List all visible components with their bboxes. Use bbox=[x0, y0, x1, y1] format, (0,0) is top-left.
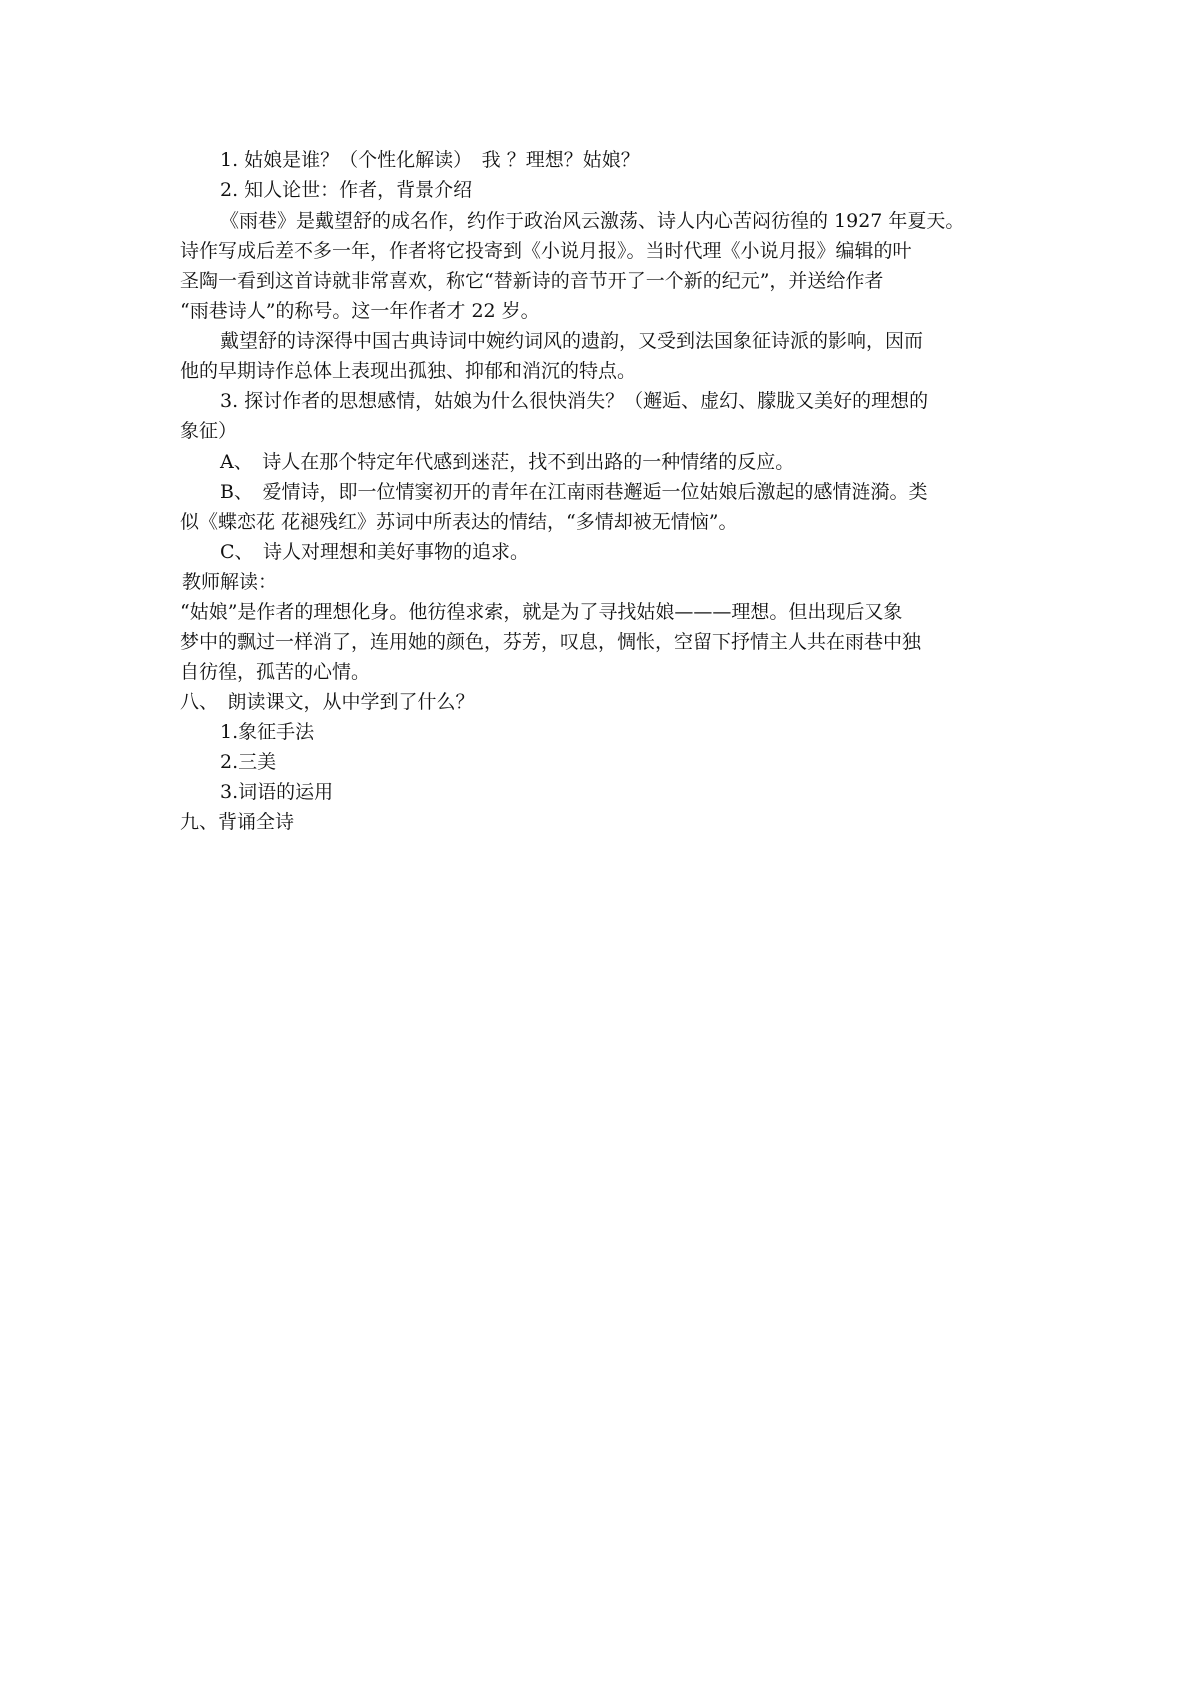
option-c: C、 诗人对理想和美好事物的追求。 bbox=[220, 541, 530, 563]
background-paragraph-line: 圣陶一看到这首诗就非常喜欢，称它“替新诗的音节开了一个新的纪元”，并送给作者 bbox=[180, 270, 884, 292]
question-2: 2. 知人论世：作者，背景介绍 bbox=[220, 179, 473, 201]
option-b: B、 爱情诗，即一位情窦初开的青年在江南雨巷邂逅一位姑娘后激起的感情涟漪。类 bbox=[220, 481, 928, 503]
option-a: A、 诗人在那个特定年代感到迷茫，找不到出路的一种情绪的反应。 bbox=[220, 451, 795, 473]
option-b-continued: 似《蝶恋花 花褪残红》苏词中所表达的情结，“多情却被无情恼”。 bbox=[180, 511, 738, 533]
teacher-interpretation-line: 梦中的飘过一样消了，连用她的颜色，芬芳，叹息，惆怅，空留下抒情主人共在雨巷中独 bbox=[180, 631, 922, 653]
teacher-interpretation-line: 自彷徨，孤苦的心情。 bbox=[180, 661, 371, 683]
section-eight-item: 3.词语的运用 bbox=[220, 781, 334, 803]
question-1: 1. 姑娘是谁？（个性化解读） 我 ？理想？姑娘？ bbox=[220, 149, 640, 171]
teacher-interpretation-line: “姑娘”是作者的理想化身。他彷徨求索，就是为了寻找姑娘———理想。但出现后又象 bbox=[180, 601, 903, 623]
section-eight-item: 2.三美 bbox=[220, 751, 277, 773]
section-nine-heading: 九、背诵全诗 bbox=[180, 811, 295, 833]
style-paragraph-line: 他的早期诗作总体上表现出孤独、抑郁和消沉的特点。 bbox=[180, 360, 637, 382]
question-3: 3. 探讨作者的思想感情，姑娘为什么很快消失？（邂逅、虚幻、朦胧又美好的理想的 bbox=[220, 390, 929, 412]
background-paragraph-line: 《雨巷》是戴望舒的成名作，约作于政治风云激荡、诗人内心苦闷彷徨的 1927 年夏天。 bbox=[220, 210, 965, 232]
style-paragraph-line: 戴望舒的诗深得中国古典诗词中婉约词风的遗韵，又受到法国象征诗派的影响，因而 bbox=[220, 330, 924, 352]
background-paragraph-line: “雨巷诗人”的称号。这一年作者才 22 岁。 bbox=[180, 300, 540, 322]
teacher-interpretation-heading: 教师解读： bbox=[182, 571, 278, 593]
background-paragraph-line: 诗作写成后差不多一年，作者将它投寄到《小说月报》。当时代理《小说月报》编辑的叶 bbox=[180, 240, 912, 262]
section-eight-heading: 八、 朗读课文，从中学到了什么？ bbox=[180, 691, 475, 713]
section-eight-item: 1.象征手法 bbox=[220, 721, 315, 743]
question-3-continued: 象征） bbox=[180, 420, 238, 442]
